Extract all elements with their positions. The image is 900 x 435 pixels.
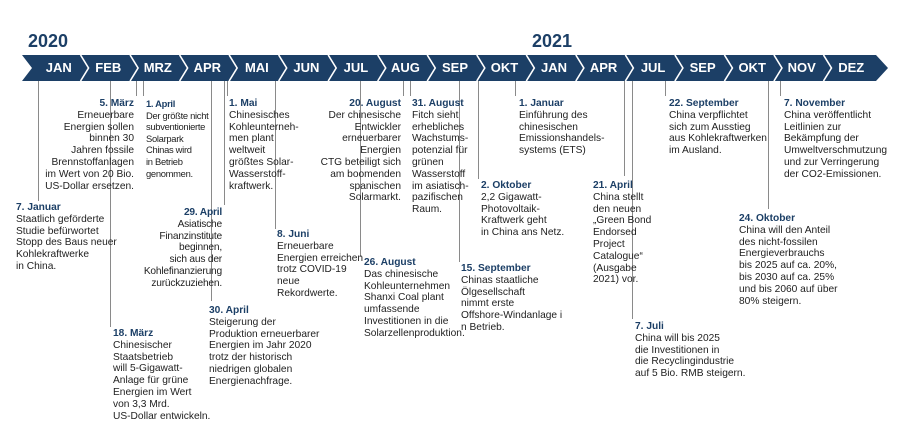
event-text: Chinas staatliche Ölgesellschaft nimmt erste Offshore-Windanlage i n Betrieb.: [461, 274, 563, 333]
event-text: Steigerung der Produktion erneuerbarer Energien im Jahr 2020 trotz der historisch niedrigen globalen Energienachfrage.: [209, 316, 320, 387]
event-text: China will bis 2025 die Investitionen in die Recyclingindustrie auf 5 Bio. RMB steigern.: [635, 332, 746, 380]
month-label: DEZ: [838, 60, 865, 75]
month-label: JUN: [293, 60, 320, 75]
event-2020-09-15: [461, 263, 581, 334]
event-text: Einführung des chinesischen Emissionshandels- systems (ETS): [519, 109, 605, 157]
event-text: China verpflichtet sich zum Ausstieg aus Kohlekraftwerken im Ausland.: [669, 109, 767, 157]
event-text: Fitch sieht erhebliches Wachstums- potenzial für grünen Wasserstoff im asiatisch- pazifischen Raum.: [412, 109, 469, 216]
event-date: 30. April: [209, 305, 249, 316]
month-label: APR: [193, 60, 222, 75]
event-2020-04-30: [209, 305, 349, 388]
month-label: JUL: [640, 60, 666, 75]
event-text: Der chinesische Entwickler erneuerbarer Energien CTG beteiligt sich am boomenden spanischen Solarmarkt.: [320, 109, 401, 204]
event-text: Asiatische Finanzinstitute beginnen, sich aus der Kohlefinanzierung zurückzuziehen.: [143, 218, 222, 289]
event-2020-04-01: [146, 98, 226, 179]
event-date: 1. Januar: [519, 98, 564, 109]
month-label: OKT: [738, 60, 766, 75]
event-2021-10-24: [739, 213, 859, 307]
event-2020-03-18: [113, 328, 223, 422]
event-text: 2,2 Gigawatt- Photovoltaik- Kraftwerk geht in China ans Netz.: [481, 191, 565, 239]
event-2021-07-07: [635, 321, 765, 380]
event-text: Chinesisches Kohleunterneh- men plant weltweit größtes Solar- Wasserstoff- kraftwerk.: [229, 109, 299, 192]
month-label: SEP: [441, 60, 468, 75]
event-2020-08-31: [412, 98, 482, 216]
event-date: 7. November: [784, 98, 846, 109]
event-date: 29. April: [183, 207, 222, 218]
event-2021-09-22: [669, 98, 779, 157]
month-label: APR: [589, 60, 618, 75]
timeline-bar: [22, 55, 888, 81]
month-label: AUG: [391, 60, 420, 75]
event-date: 31. August: [412, 98, 464, 109]
event-text: China stellt den neuen „Green Bond Endorsed Project Catalogue“ (Ausgabe 2021) vor.: [593, 191, 652, 286]
connector-line: [624, 81, 625, 176]
event-date: 7. Januar: [16, 202, 61, 213]
event-2021-01-01: [519, 98, 619, 157]
year-label-2020: 2020: [28, 31, 69, 51]
month-label: MRZ: [143, 60, 172, 75]
month-label: NOV: [787, 60, 816, 75]
event-2020-06-08: [277, 229, 377, 300]
connector-line: [780, 81, 781, 96]
event-date: 15. September: [461, 263, 531, 274]
event-date: 20. August: [349, 98, 401, 109]
month-label: SEP: [689, 60, 716, 75]
year-label-2021: 2021: [532, 31, 573, 51]
event-text: Erneuerbare Energien erreichen trotz COVID-19 neue Rekordwerte.: [277, 240, 364, 299]
month-label: JAN: [541, 60, 568, 75]
event-date: 5. März: [99, 98, 134, 109]
connector-line: [665, 81, 666, 96]
connector-line: [227, 81, 228, 96]
month-label: JUL: [343, 60, 369, 75]
connector-line: [515, 81, 516, 96]
event-date: 2. Oktober: [481, 180, 532, 191]
event-text: Der größte nicht subventionierte Solarpark Chinas wird in Betrieb genommen.: [146, 109, 209, 179]
connector-line: [143, 81, 144, 96]
event-date: 7. Juli: [635, 321, 664, 332]
connector-line: [410, 81, 411, 96]
event-2020-04-29: [122, 207, 222, 290]
connector-line: [136, 81, 137, 96]
event-2021-04-21: [593, 180, 668, 286]
event-date: 22. September: [669, 98, 739, 109]
event-date: 1. April: [146, 98, 176, 109]
event-date: 21. April: [593, 180, 633, 191]
month-label: FEB: [95, 60, 122, 75]
event-2020-10-02: [481, 180, 581, 239]
event-text: China veröffentlicht Leitlinien zur Bekämpfung der Umweltverschmutzung und zur Verringerung der CO2-Emissionen.: [784, 109, 888, 180]
event-date: 26. August: [364, 257, 416, 268]
event-text: Erneuerbare Energien sollen binnen 30 Jahren fossile Brennstoffanlagen im Wert von 20 Bio. US-Dollar ersetzen.: [45, 109, 134, 192]
month-label: JAN: [45, 60, 72, 75]
connector-line: [403, 81, 404, 96]
event-date: 24. Oktober: [739, 213, 796, 224]
event-text: Chinesischer Staatsbetrieb will 5-Gigawatt- Anlage für grüne Energien im Wert von 3,3 Mrd. US-Dollar entwickeln.: [113, 339, 211, 422]
month-label: MAI: [244, 60, 269, 75]
event-date: 1. Mai: [229, 98, 258, 109]
event-date: 8. Juni: [277, 229, 310, 240]
event-text: Das chinesische Kohleunternehmen Shanxi Coal plant umfassende Investitionen in die Solarzellenproduktion.: [364, 268, 465, 339]
event-2020-08-20: [296, 98, 401, 204]
event-text: China will den Anteil des nicht-fossilen Energieverbrauchs bis 2025 auf ca. 20%, bis 2030 auf ca. 25% und bis 2060 auf über 80% steigern.: [739, 224, 838, 307]
event-2021-11-07: [784, 98, 896, 181]
month-label: OKT: [490, 60, 519, 75]
event-2020-01-07: [16, 202, 136, 273]
event-text: Staatlich geförderte Studie befürwortet Stopp des Baus neuer Kohlekraftwerke in China.: [16, 213, 117, 272]
event-date: 18. März: [113, 328, 154, 339]
event-2020-03-05: [14, 98, 134, 192]
